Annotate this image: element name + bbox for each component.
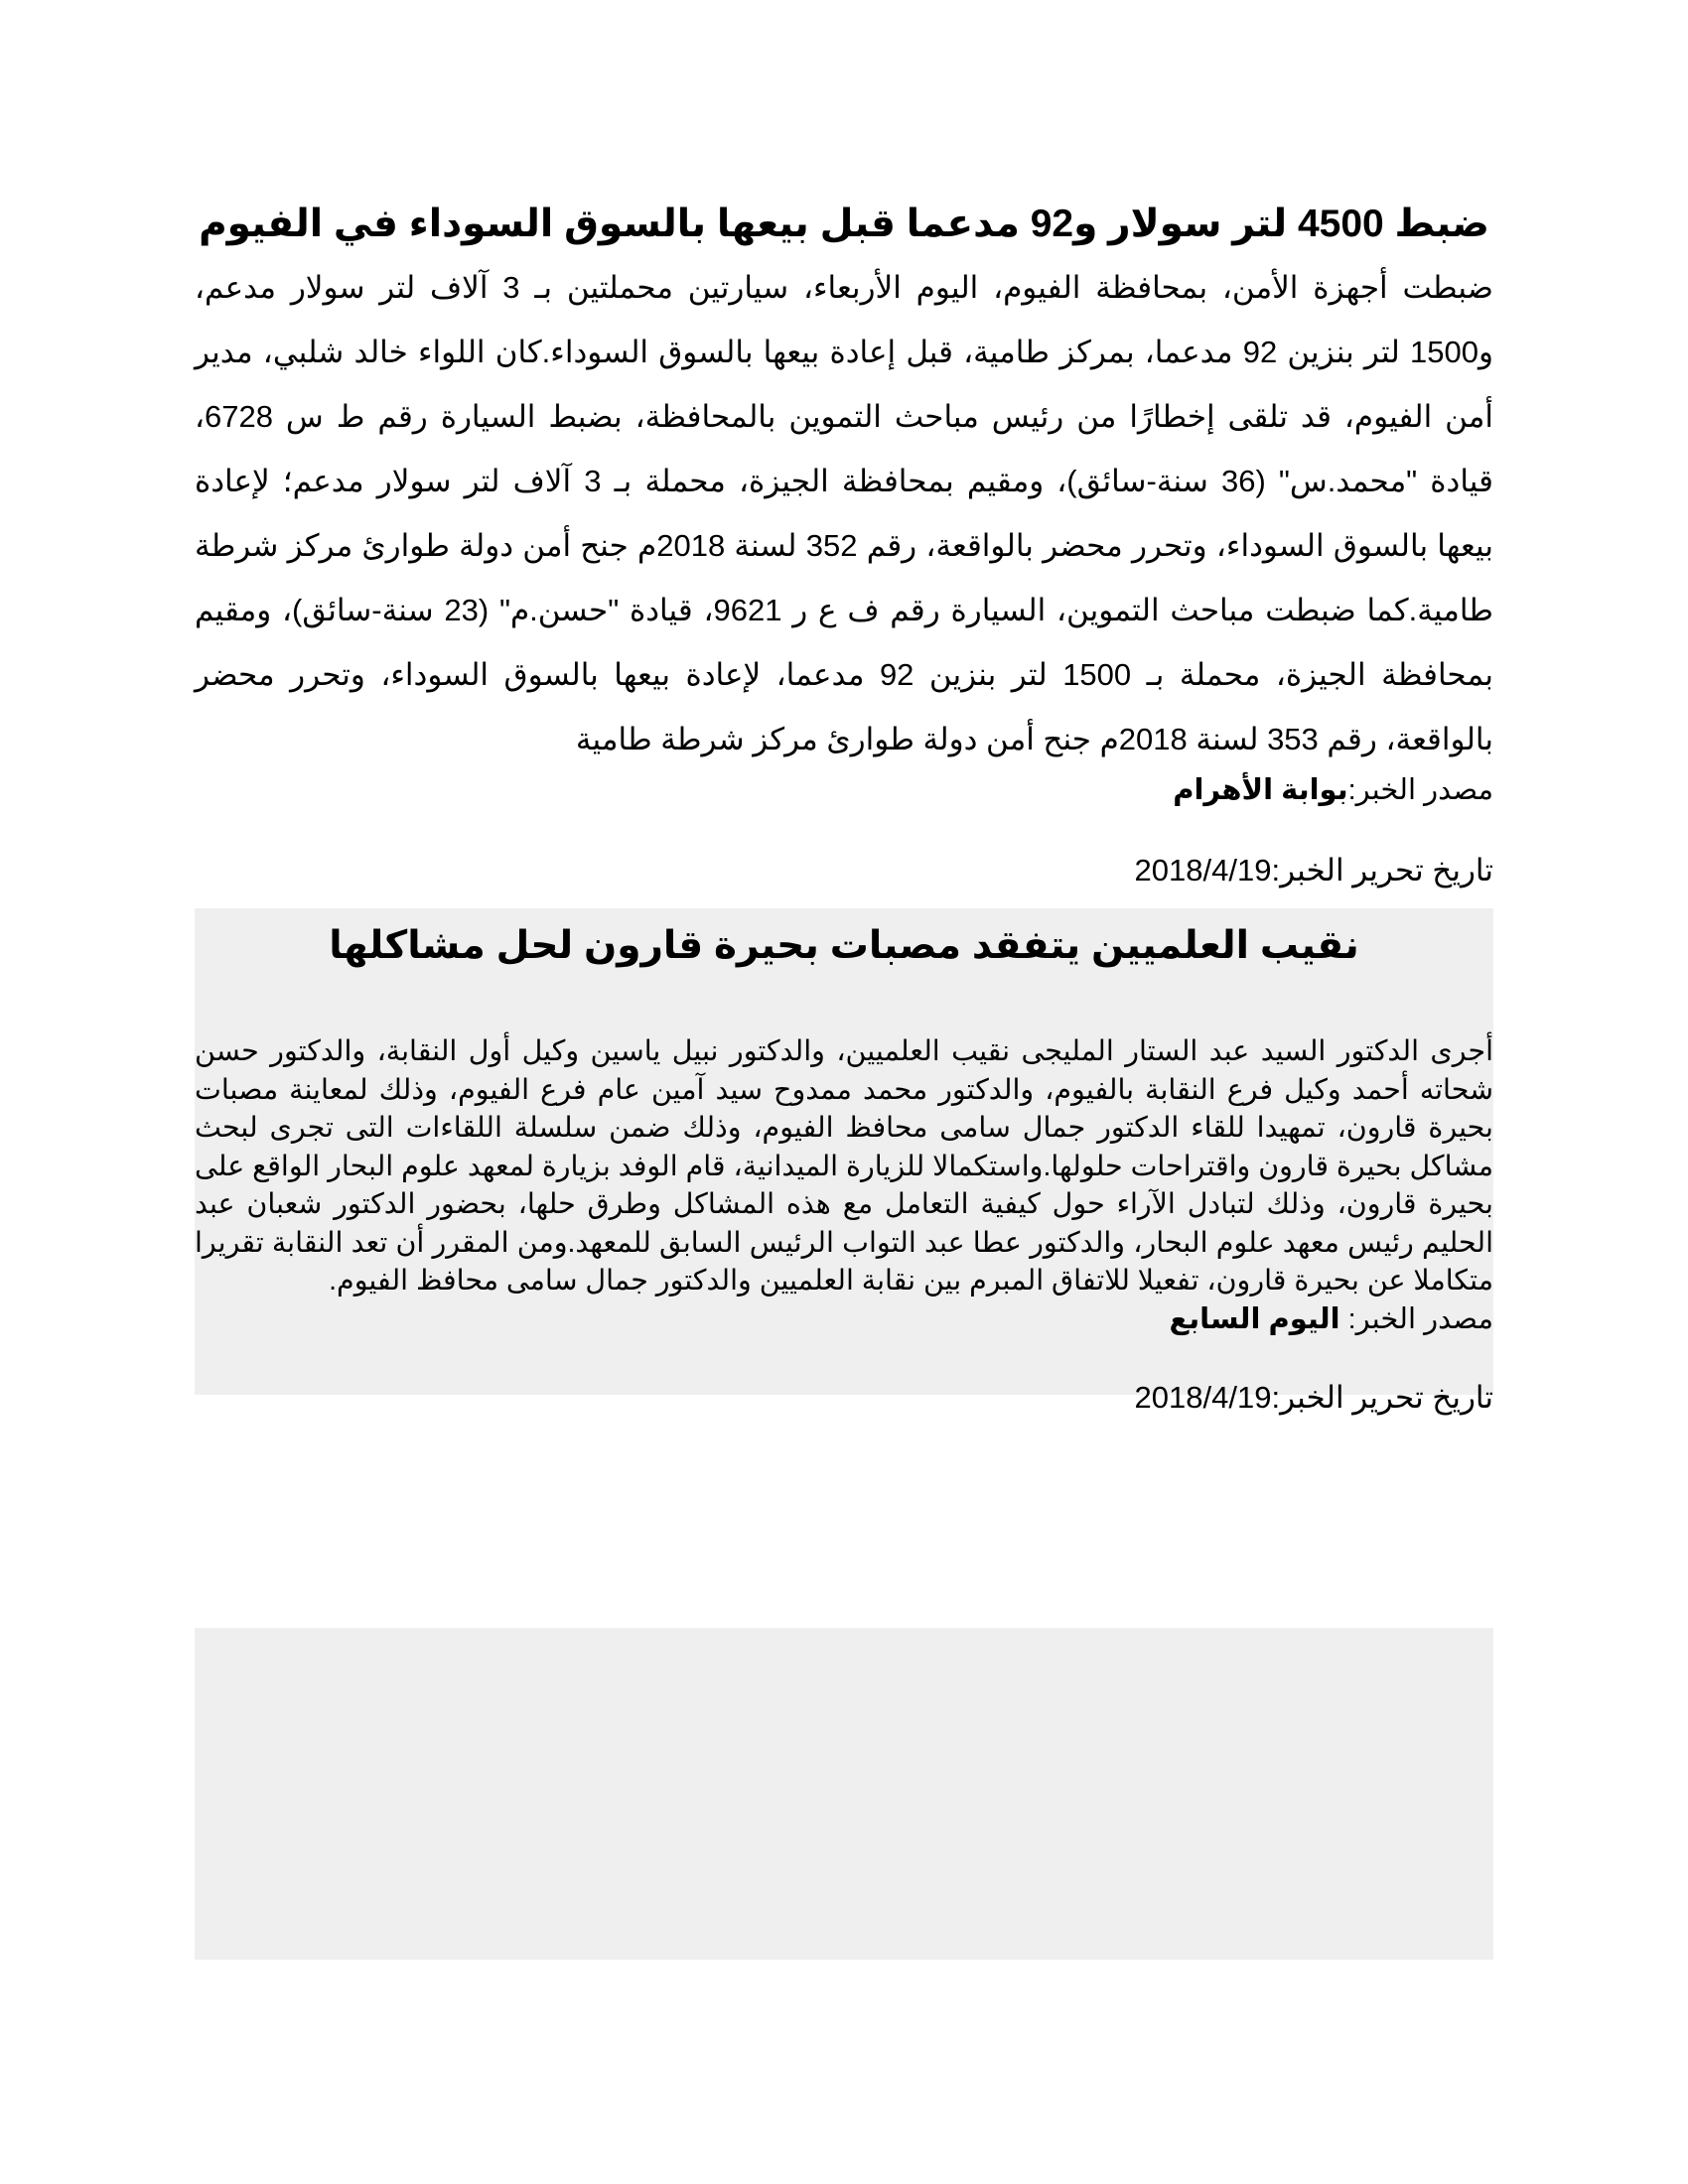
article-1-body: ضبطت أجهزة الأمن، بمحافظة الفيوم، اليوم الأربعاء، سيارتين محملتين بـ 3 آلاف لتر سولار مدعم، و1500 لتر بنزين 92 مدعما، بمركز طامية، قبل إعادة بيعها بالسوق السوداء.كان اللواء خالد شلبي، مدير أمن الفيوم، قد تلقى إخطارًا من رئيس مباحث التموين بالمحافظة، بضبط السيارة رقم ط س 6728، قيادة "محمد.س" (36 سنة-سائق)، ومقيم بمحافظة الجيزة، محملة بـ 3 آلاف لتر سولار مدعم؛ لإعادة بيعها بالسوق السوداء، وتحرر محضر بالواقعة، رقم 352 لسنة 2018م جنح أمن دولة طوارئ مركز شرطة طامية.كما ضبطت مباحث التموين، السيارة رقم ف ع ر 9621، قيادة "حسن.م" (23 سنة-سائق)، ومقيم بمحافظة الجيزة، محملة بـ 1500 لتر بنزين 92 مدعما، لإعادة بيعها بالسوق السوداء، وتحرر محضر بالواقعة، رقم 353 لسنة 2018م جنح أمن دولة طوارئ مركز شرطة طامية xyxy=(195,270,1493,756)
article-1-source-name: بوابة الأهرام xyxy=(1173,774,1348,806)
article-2-source xyxy=(195,1300,1493,1338)
article-1-title: ضبط 4500 لتر سولار و92 مدعما قبل بيعها بالسوق السوداء في الفيوم xyxy=(199,203,1489,245)
article-2-body: أجرى الدكتور السيد عبد الستار المليجى نقيب العلميين، والدكتور نبيل ياسين وكيل أول النقابة، والدكتور حسن شحاته أحمد وكيل فرع النقابة بالفيوم، والدكتور محمد ممدوح سيد آمين عام فرع الفيوم، وذلك لمعاينة مصبات بحيرة قارون، تمهيدا للقاء الدكتور جمال سامى محافظ الفيوم، وذلك ضمن سلسلة اللقاءات التى تجرى لبحث مشاكل بحيرة قارون واقتراحات حلولها.واستكمالا للزيارة الميدانية، قام الوفد بزيارة لمعهد علوم البحار الواقع على بحيرة قارون، وذلك لتبادل الآراء حول كيفية التعامل مع هذه المشاكل وطرق حلها، بحضور الدكتور شعبان عبد الحليم رئيس معهد علوم البحار، والدكتور عطا عبد التواب الرئيس السابق للمعهد.ومن المقرر أن تعد النقابة تقريرا متكاملا عن بحيرة قارون، تفعيلا للاتفاق المبرم بين نقابة العلميين والدكتور جمال سامى محافظ الفيوم. xyxy=(195,1035,1493,1297)
article-1 xyxy=(195,194,1493,890)
article-1-date-label: تاريخ تحرير الخبر: xyxy=(1271,853,1493,887)
article-2-date-label: تاريخ تحرير الخبر: xyxy=(1271,1379,1493,1415)
article-1-date-value: 2018/4/19 xyxy=(1134,853,1272,887)
article-2-date-value: 2018/4/19 xyxy=(1134,1379,1272,1415)
article-2-source-label: مصدر الخبر: xyxy=(1339,1302,1493,1335)
article-2 xyxy=(195,908,1493,1418)
article-1-date xyxy=(195,851,1493,890)
article-2-source-name: اليوم السابع xyxy=(1169,1302,1340,1335)
article-2-date xyxy=(195,1378,1493,1418)
article-1-source-label: مصدر الخبر: xyxy=(1347,774,1493,806)
empty-gray-panel xyxy=(195,1628,1493,1960)
article-1-source xyxy=(195,771,1493,809)
article-2-title: نقيب العلميين يتفقد مصبات بحيرة قارون لحل مشاكلها xyxy=(329,924,1359,967)
